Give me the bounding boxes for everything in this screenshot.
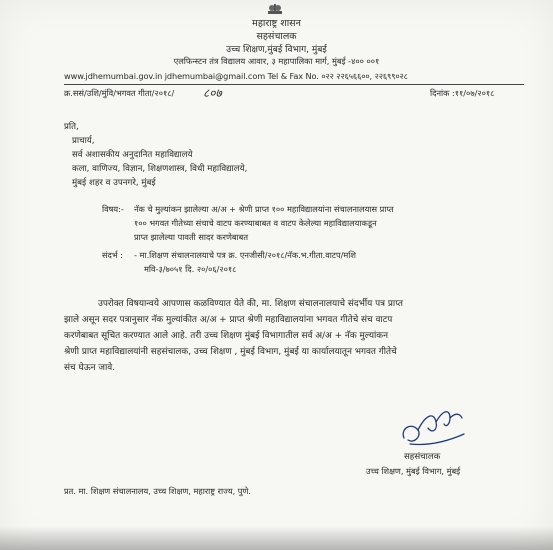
subject-line: नॅक चे मुल्यांकन झालेल्या अ/अ + श्रेणी प्राप्त १०० महाविद्यालयांना संचालनालयास प्राप्त bbox=[134, 204, 394, 214]
scan-shadow bbox=[0, 526, 553, 550]
body-line: संच घेऊन जावे. bbox=[64, 363, 116, 373]
body-line: झाले असून सदर पत्रानुसार नॅक मुल्यांकीत अ/अ + प्राप्त श्रेणी महाविद्यालयांना भगवत गीतेचे संच वाटप bbox=[64, 315, 393, 325]
signature-department: उच्च शिक्षण, मुंबई विभाग, मुंबई bbox=[366, 466, 461, 476]
ref-number: क्र.ससं/उशि/मुंवि/भगवत गीता/२०१८/ bbox=[64, 88, 175, 98]
reference-label: संदर्भ : bbox=[102, 250, 123, 260]
header-rule bbox=[64, 84, 524, 85]
body-line: करणेबाबत सूचित करण्यात आले आहे. तरी उच्च शिक्षण मुंबई विभागातील सर्व अ/अ + नॅक मुल्यांकन bbox=[64, 331, 389, 341]
subject-line: १०० भगवत गीतेच्या संचाचे वाटप करण्याबाबत व वाटप केलेल्या महाविद्यालयाकडून bbox=[134, 218, 377, 228]
ref-handwritten-no: ८०७ bbox=[203, 86, 222, 100]
recipient-line: प्राचार्य, bbox=[72, 136, 95, 146]
header-office-title: सहसंचालक bbox=[256, 31, 297, 42]
recipient-line: सर्व अशासकीय अनुदानित महाविद्यालये bbox=[72, 150, 193, 160]
subject-label: विषय:- bbox=[102, 204, 124, 214]
ref-date: दिनांक :११/०७/२०१८ bbox=[430, 88, 495, 98]
body-line: उपरोक्त विषयान्वये आपणास कळविण्यात येते की, मा. शिक्षण संचालनालयाचे संदर्भीय पत्र प्राप्त bbox=[98, 299, 403, 309]
copy-to: प्रत. मा. शिक्षण संचालनालय, उच्च शिक्षण, महाराष्ट्र राज्य, पुणे. bbox=[64, 486, 251, 496]
subject-line: प्राप्त झालेल्या पावती सादर करणेबाबत bbox=[134, 232, 249, 242]
recipient-line: मुंबई शहर व उपनगरे, मुंबई bbox=[72, 178, 156, 188]
signature-mark bbox=[398, 404, 468, 450]
recipient-line: कला, वाणिज्य, विज्ञान, शिक्षणशास्त्र, विधी महाविद्यालये, bbox=[72, 164, 248, 174]
reference-line: मवि-३/७०५१ दि. २०/०६/२०१८ bbox=[144, 264, 237, 274]
recipient-prati: प्रति, bbox=[64, 122, 79, 132]
body-line: श्रेणी प्राप्त महाविद्यालयांनी सहसंचालक, उच्च शिक्षण , मुंबई विभाग, मुंबई या कार्यालयातून भगवत गीतेचे bbox=[64, 347, 397, 357]
header-address: एलफिन्स्टन तंत्र विद्यालय आवार, ३ महापालिका मार्ग, मुंबई -४०० ००१ bbox=[173, 56, 380, 66]
state-emblem-icon bbox=[265, 2, 285, 16]
header-department: उच्च शिक्षण,मुंबई विभाग, मुंबई bbox=[226, 45, 327, 55]
reference-line: - मा.शिक्षण संचालनालयाचे पत्र क्र. एनजीसी/२०१८/नॅक.भ.गीता.वाटप/मशि bbox=[134, 250, 356, 260]
signature-title: सहसंचालक bbox=[404, 452, 441, 462]
header-govt: महाराष्ट्र शासन bbox=[252, 18, 301, 29]
header-contact-line: www.jdhemumbai.gov.in jdhemumbai@gmail.com Tel & Fax No. ०२२ २२६५६६००, २२६९९०२८ bbox=[64, 71, 408, 81]
